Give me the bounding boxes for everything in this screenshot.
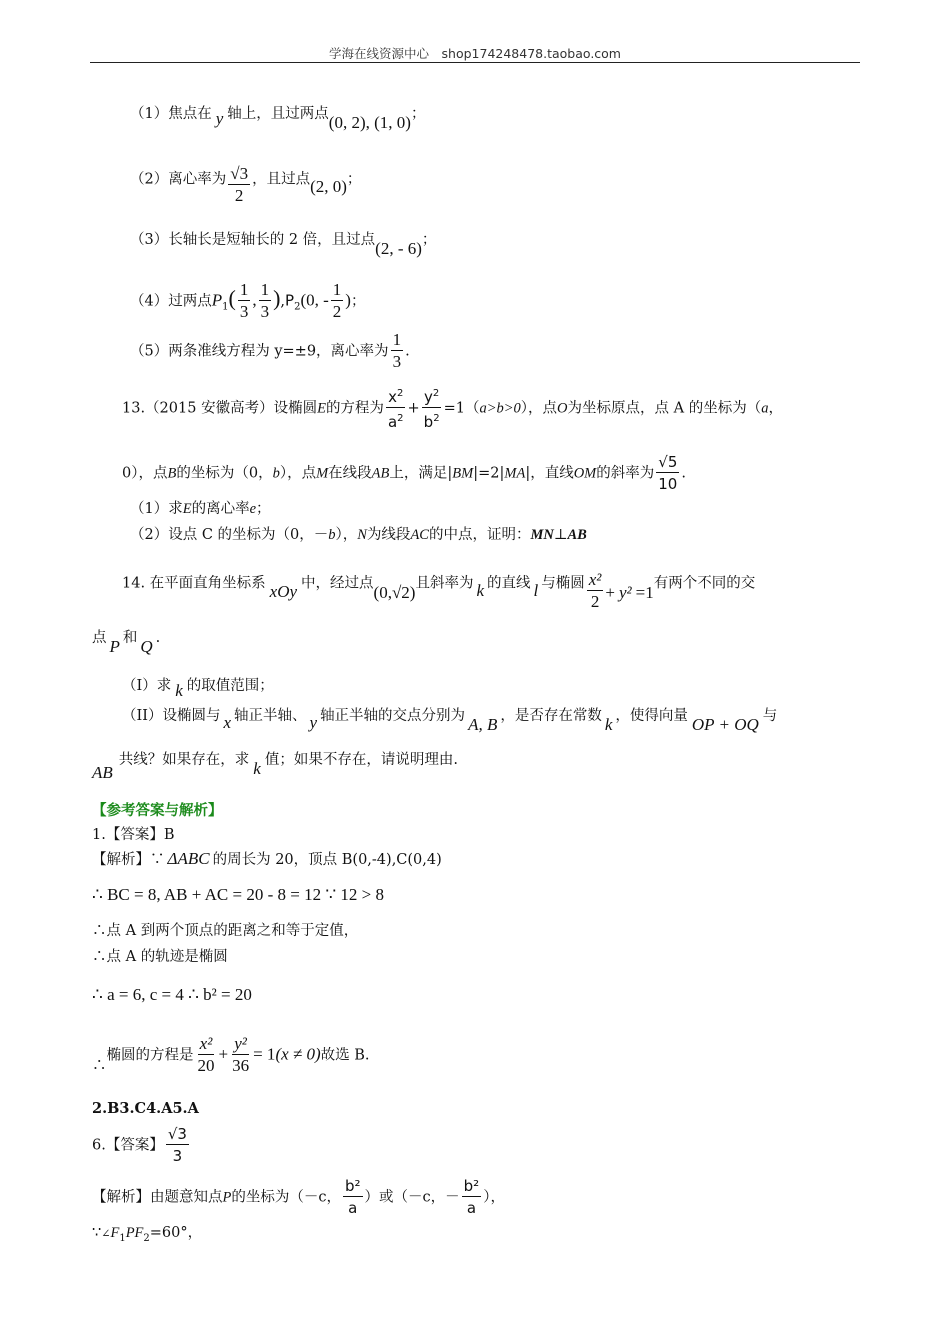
p12-2-end: ； — [346, 171, 362, 188]
p12-part3 — [130, 228, 437, 258]
p13-q2-c: ）， — [335, 527, 358, 543]
p14-l1-c: 且斜率为 — [415, 575, 474, 592]
p13-l2-OM: OM — [573, 465, 597, 482]
p12-4-f2d: 3 — [260, 302, 270, 321]
p13-line2 — [122, 452, 686, 495]
s8-P: P — [125, 1225, 135, 1241]
p13-a: a — [387, 413, 398, 431]
s6-cond: (x ≠ 0) — [275, 1044, 321, 1064]
p13-slope-fraction — [656, 452, 679, 495]
p13-q2 — [130, 524, 587, 546]
p14-q2-vector: OP + OQ — [691, 715, 759, 734]
s6-frac2 — [230, 1034, 251, 1077]
p14-q3-k: k — [253, 759, 261, 778]
p12-4-frac3 — [331, 280, 344, 323]
p12-3-prefix: （3）长轴长是短轴长的 2 倍，且过点 — [130, 232, 376, 248]
a6-den: 3 — [172, 1147, 183, 1165]
p14-line1 — [122, 562, 756, 611]
p14-l2-b: 和 — [122, 630, 138, 646]
s7-f1d: a — [348, 1199, 358, 1217]
p14-q2-AB: A, B — [468, 715, 498, 734]
page-header: 学海在线资源中心 shop174248478.taobao.com — [329, 46, 621, 61]
p12-2-mid: ，且过点 — [252, 171, 311, 188]
s6-f2n: y² — [234, 1034, 247, 1053]
p12-4-comma: , — [252, 290, 257, 310]
s6-f1n: x² — [199, 1034, 213, 1053]
p14-q3-AB: AB — [92, 763, 113, 782]
p13-l2-d: 在线段 — [328, 465, 372, 482]
p13-l2-end: . — [681, 465, 686, 482]
p13-l2-AB: AB — [371, 465, 390, 482]
p13-q1-c: ； — [256, 501, 271, 517]
p14-l1-d: 的直线 — [487, 575, 531, 592]
p12-4-f1n: 1 — [239, 280, 249, 299]
p13-q2-MN: MN — [530, 527, 554, 543]
p13-q2-e: 的中点，证明： — [428, 527, 531, 543]
p12-5-fd: 3 — [392, 352, 402, 371]
answer-6 — [92, 1124, 191, 1167]
p13-l2-b: 的坐标为（0， — [176, 465, 273, 482]
p12-5-prefix: （5）两条准线方程为 y=±9，离心率为 — [130, 343, 389, 360]
p12-5-end: . — [405, 343, 410, 360]
s1-b: 的周长为 20，顶点 B(0,-4),C(0,4) — [212, 852, 442, 868]
p12-4-f1d: 3 — [239, 302, 249, 321]
p13-l1-d: ），点 — [520, 400, 558, 417]
p12-part2 — [130, 158, 362, 205]
p13-l2-MA: MA — [504, 465, 526, 482]
p14-q2-a: （II）设椭圆与 — [122, 708, 221, 724]
p12-4-f3d: 2 — [332, 302, 342, 321]
p12-4-p2b: ) — [345, 290, 351, 310]
p12-part4 — [130, 280, 365, 323]
p14-frac-den: 2 — [590, 592, 600, 611]
p12-4-sep: , — [280, 293, 286, 310]
s6-b: 椭圆的方程是 — [106, 1047, 194, 1064]
p14-l1-b: 中，经过点 — [301, 575, 374, 592]
p12-part5 — [130, 330, 410, 373]
p14-l1-a: 14. 在平面直角坐标系 — [122, 575, 266, 592]
s7-minus: － — [445, 1189, 460, 1206]
p13-l1-O: O — [557, 400, 568, 417]
p14-q3-b: 值；如果不存在，请说明理由. — [264, 752, 458, 768]
p14-q3 — [92, 748, 458, 782]
s1-triangle: ΔABC — [167, 849, 210, 868]
p12-4-p2sub: 2 — [294, 301, 301, 313]
p13-l1-cond: a>b>0 — [479, 400, 521, 417]
p14-P: P — [109, 637, 120, 656]
p13-slope-den: 10 — [658, 475, 678, 493]
p13-q2-N: N — [357, 527, 367, 543]
p13-frac-x2a2 — [386, 384, 406, 433]
s7-f1n: b² — [344, 1177, 361, 1195]
p13-q2-b: b — [328, 527, 336, 543]
solution-line4: ∴点 A 的轨迹是椭圆 — [92, 949, 228, 965]
p14-q1 — [122, 674, 274, 700]
s7-c: ）或（－c， — [364, 1189, 446, 1206]
p13-q2-AB: AB — [567, 527, 587, 543]
p14-ellipse-frac — [587, 570, 604, 613]
answer-1: 1.【答案】B — [92, 827, 175, 843]
p14-q2-x: x — [223, 713, 232, 732]
p13-l1-e: 为坐标原点，点 A 的坐标为（ — [567, 400, 762, 417]
p14-k: k — [476, 580, 484, 600]
p13-x-exp: 2 — [396, 388, 404, 399]
p13-l2-M: M — [316, 465, 329, 482]
p13-l2-h: 的斜率为 — [596, 465, 655, 482]
p13-l2-g: |，直线 — [525, 465, 574, 482]
s6-c: = 1 — [253, 1044, 276, 1064]
p13-a-exp: 2 — [397, 413, 404, 424]
solution-line5: ∴ a = 6, c = 4 ∴ b² = 20 — [92, 985, 252, 1004]
p12-3-end: ； — [421, 232, 437, 248]
p14-l: l — [533, 580, 539, 600]
s6-d: 故选 B. — [320, 1047, 370, 1064]
p14-l2-a: 点 — [92, 630, 107, 646]
s7-frac1 — [343, 1176, 363, 1219]
a6-a: 6.【答案】 — [92, 1137, 164, 1154]
p14-q2-d: ，是否存在常数 — [500, 708, 602, 724]
p14-frac-num: x² — [588, 570, 602, 589]
p13-l1-b: 的方程为 — [325, 400, 384, 417]
p14-Q: Q — [140, 637, 153, 656]
p13-frac-y2b2 — [422, 384, 442, 433]
p12-1-end: ； — [410, 106, 426, 122]
p12-1-mid: 轴上，且过两点 — [227, 106, 329, 122]
p14-q2-b: 轴正半轴、 — [234, 708, 307, 724]
p13-l2-c: ），点 — [279, 465, 317, 482]
solution6-line2 — [92, 1222, 202, 1250]
p12-4-frac2 — [259, 280, 272, 323]
p13-q1-e: e — [249, 501, 257, 517]
s8-F1: F — [110, 1225, 120, 1241]
p13-l2-B: B — [167, 465, 177, 482]
s7-f2n: b² — [463, 1177, 480, 1195]
solution-line6 — [92, 1034, 370, 1077]
p13-q2-AC: AC — [410, 527, 429, 543]
p13-y: y — [423, 388, 433, 406]
s6-therefore: ∴ — [92, 1057, 107, 1074]
p13-l2-f: |=2| — [473, 465, 505, 482]
p13-slope-num: √5 — [658, 453, 678, 471]
p12-4-p1: P — [211, 290, 223, 310]
p12-2-fraction — [228, 164, 250, 207]
p13-q1-b: 的离心率 — [191, 501, 250, 517]
p12-4-f2n: 1 — [260, 280, 270, 299]
p13-q1-E: E — [182, 501, 192, 517]
p14-q2-e: ，使得向量 — [615, 708, 688, 724]
solution-line2: ∴ BC = 8, AB + AC = 20 - 8 = 12 ∵ 12 > 8 — [92, 885, 385, 904]
s8-a: ∵ — [92, 1225, 102, 1241]
p13-l2-a: 0），点 — [122, 465, 168, 482]
p12-2-num: √3 — [230, 164, 249, 183]
solution-line3: ∴点 A 到两个顶点的距离之和等于定值， — [92, 923, 359, 939]
p13-l2-e: 上，满足| — [389, 465, 453, 482]
p14-q2-f: 与 — [762, 708, 778, 724]
p13-l1-aa: a — [761, 400, 769, 417]
p13-q2-d: 为线段 — [366, 527, 411, 543]
p12-part1 — [130, 102, 426, 132]
p13-q1-a: （1）求 — [130, 501, 183, 517]
p12-3-point: (2, - 6) — [375, 239, 422, 258]
s6-f2d: 36 — [232, 1056, 250, 1075]
p14-eq: =1 — [635, 582, 654, 602]
p12-5-fraction — [391, 330, 404, 373]
p13-plus: + — [407, 400, 420, 417]
p14-q2 — [122, 704, 778, 734]
s7-f2d: a — [466, 1199, 477, 1217]
p13-l2-BM: BM — [452, 465, 474, 482]
s8-F2: F — [134, 1225, 144, 1241]
p13-q2-perp: ⊥ — [553, 527, 568, 543]
p12-4-f3n: 1 — [332, 280, 342, 299]
p13-line1 — [122, 384, 783, 433]
p13-q2-a: （2）设点 C 的坐标为（0，－ — [130, 527, 329, 543]
p13-b-exp: 2 — [433, 413, 440, 424]
s8-angle: ∠ — [101, 1227, 111, 1240]
p13-l2-bb: b — [272, 465, 280, 482]
p13-x: x — [388, 388, 397, 406]
a6-fraction — [166, 1124, 189, 1167]
p13-y-exp: 2 — [432, 388, 440, 399]
p14-l1-e: 与椭圆 — [541, 575, 585, 592]
p14-xOy: xOy — [269, 581, 298, 601]
p12-1-prefix: （1）焦点在 — [130, 106, 212, 122]
s8-b: =60°， — [149, 1225, 203, 1241]
p13-l1-E: E — [317, 400, 326, 417]
answers-heading: 【参考答案与解析】 — [92, 802, 223, 819]
s1-a: 【解析】∵ — [92, 852, 165, 868]
p14-q2-y: y — [309, 713, 318, 732]
s7-a: 【解析】由题意知点 — [92, 1189, 223, 1206]
header-rule — [90, 62, 860, 63]
p14-point: (0,√2) — [373, 582, 416, 602]
p14-q2-k: k — [604, 715, 613, 734]
p12-1-var: y — [215, 109, 224, 128]
p12-4-frac1 — [238, 280, 251, 323]
s6-frac1 — [196, 1034, 217, 1077]
p14-q3-a: 共线？如果存在，求 — [118, 752, 250, 768]
solution-line1 — [92, 848, 442, 871]
s8-F2-sub: 2 — [143, 1232, 150, 1244]
p14-l1-f: 有两个不同的交 — [653, 575, 756, 592]
p12-5-fn: 1 — [392, 330, 402, 349]
p12-4-open: ( — [228, 285, 236, 311]
p14-line2 — [92, 626, 161, 656]
p13-b: b — [423, 413, 434, 431]
p14-q1-k: k — [175, 681, 183, 700]
a6-num: √3 — [167, 1125, 187, 1143]
p12-2-prefix: （2）离心率为 — [130, 171, 227, 188]
s8-F1-sub: 1 — [119, 1232, 126, 1244]
p12-2-point: (2, 0) — [310, 176, 347, 196]
p14-plus: + — [605, 582, 615, 602]
p12-4-p2: P — [285, 291, 295, 310]
s7-frac2 — [462, 1176, 482, 1219]
p13-l1-c: =1（ — [443, 400, 480, 417]
p12-2-den: 2 — [234, 186, 244, 205]
p13-l1-f: ， — [768, 400, 783, 417]
p12-4-p2a: (0, - — [300, 290, 329, 310]
p14-l2-c: . — [155, 630, 161, 646]
s7-P: P — [222, 1189, 232, 1206]
solution6-line1 — [92, 1176, 505, 1219]
s7-d: ）， — [483, 1189, 505, 1206]
s6-f1d: 20 — [197, 1056, 215, 1075]
p12-4-p1sub: 1 — [222, 301, 229, 313]
s7-b: 的坐标为（－c， — [231, 1189, 341, 1206]
s6-plus: + — [218, 1044, 229, 1064]
p12-4-end: ； — [350, 293, 366, 310]
p12-1-points: (0, 2), (1, 0) — [328, 113, 411, 132]
p13-q1 — [130, 498, 271, 520]
p14-q2-c: 轴正半轴的交点分别为 — [320, 708, 466, 724]
p12-4-close: ) — [273, 285, 281, 311]
answers-2-5: 2.B3.C4.A5.A — [92, 1100, 199, 1117]
p14-y2: y² — [618, 582, 632, 602]
p14-q1-a: （I）求 — [122, 678, 172, 694]
p12-4-prefix: （4）过两点 — [130, 293, 212, 310]
p14-q1-b: 的取值范围； — [186, 678, 274, 694]
p13-l1-a: 13.（2015 安徽高考）设椭圆 — [122, 400, 318, 417]
